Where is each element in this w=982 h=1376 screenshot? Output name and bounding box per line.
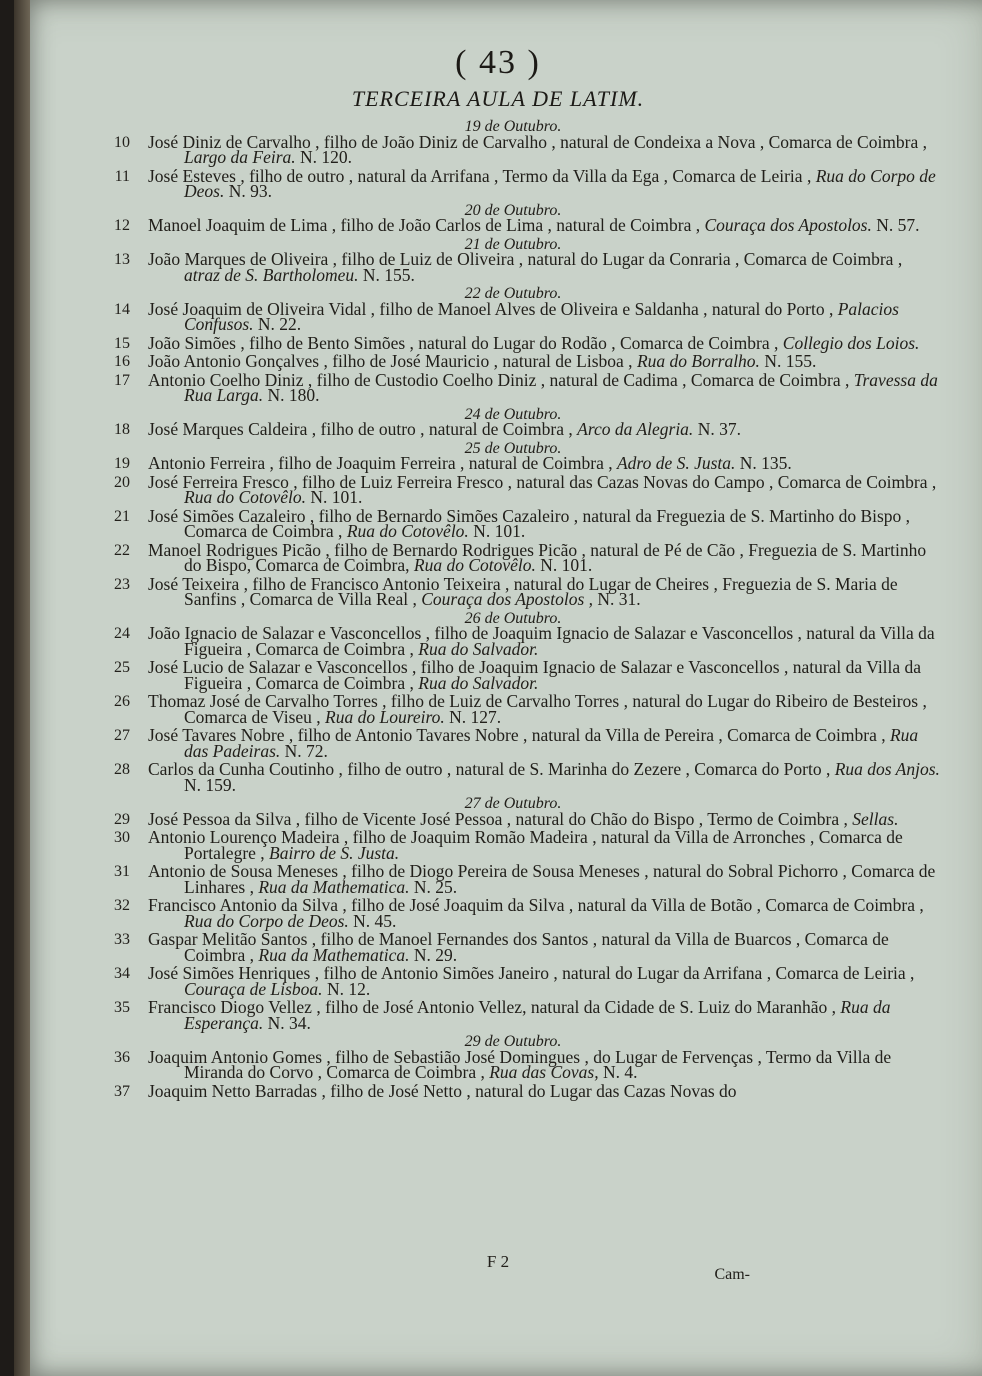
entry-main-text: Antonio de Sousa Meneses , filho de Diogo Pereira de Sousa Meneses , natural do Sobral Pichorro , Comarca de Linhares , (148, 861, 936, 897)
entry-text (144, 657, 942, 693)
register-entry (114, 861, 942, 897)
entry-main-text: Francisco Antonio da Silva , filho de José Joaquim da Silva , natural da Villa de Botão , Comarca de Coimbra , (148, 895, 924, 915)
entry-text (144, 997, 942, 1033)
entry-address: Couraça dos Apostolos. (704, 215, 872, 235)
entry-house-number: N. 155. (362, 264, 415, 285)
entry-number: 18 (114, 421, 130, 438)
entry-address: atraz de S. Bartholomeu. (184, 264, 359, 285)
entry-address: Largo da Feira. (184, 147, 296, 167)
entry-main-text: José Simões Henriques , filho de Antonio Simões Janeiro , natural do Lugar da Arrifana , Comarca de Leiria , (148, 963, 915, 983)
entry-number: 32 (114, 897, 130, 914)
entry-number: 15 (114, 334, 130, 352)
entry-address: Rua do Corpo de Deos. (184, 910, 349, 931)
entry-house-number: N. 4. (602, 1062, 638, 1082)
entry-main-text: João Antonio Gonçalves , filho de José Mauricio , natural de Lisboa , (148, 351, 633, 371)
entry-main-text: Gaspar Melitão Santos , filho de Manoel Fernandes dos Santos , natural da Villa de Buarcos , Comarca de Coimbra , (148, 929, 889, 965)
register-entry (114, 298, 942, 334)
entry-text (144, 1046, 942, 1082)
entry-house-number: N. 57. (876, 215, 920, 235)
entry-text (144, 861, 942, 897)
entry-number: 22 (114, 541, 130, 559)
entry-number: 12 (114, 217, 130, 234)
entry-main-text: José Lucio de Salazar e Vasconcellos , filho de Joaquim Ignacio de Salazar e Vasconcellos , natural da Villa da Figueira , Comarca de Coimbra , (148, 657, 922, 693)
entry-text (144, 929, 942, 965)
entry-number: 24 (114, 625, 130, 642)
register-entry (114, 725, 942, 761)
entry-main-text: Joaquim Antonio Gomes , filho de Sebastião José Domingues , do Lugar de Fervenças , Termo da Villa de Miranda do Corvo , Comarca de Coimbra , (148, 1046, 892, 1082)
entry-number: 34 (114, 965, 130, 982)
entry-number: 26 (114, 693, 130, 710)
entry-number: 33 (114, 931, 130, 948)
entry-main-text: José Simões Cazaleiro , filho de Bernardo Simões Cazaleiro , natural da Freguezia de S. Martinho do Bispo , Comarca de Coimbra , (148, 505, 911, 541)
entry-number: 13 (114, 251, 130, 268)
entry-text (144, 623, 942, 659)
register-entry (114, 471, 942, 507)
entry-number: 23 (114, 575, 130, 593)
entry-text (144, 131, 942, 167)
entry-text (144, 419, 942, 439)
date-heading: 29 de Outubro. (464, 1033, 562, 1050)
entry-address: Rua dos Anjos. (834, 759, 940, 779)
entry-house-number: N. 101. (540, 555, 593, 575)
entry-text (144, 827, 942, 863)
entry-main-text: José Diniz de Carvalho , filho de João Diniz de Carvalho , natural de Condeixa a Nova , Comarca de Coimbra , (148, 131, 928, 152)
entry-text (144, 725, 942, 761)
register-entry (114, 1046, 942, 1082)
entry-main-text: João Ignacio de Salazar e Vasconcellos , filho de Joaquim Ignacio de Salazar e Vasconcellos , natural da Villa da Figueira , Comarca de Coimbra , (148, 623, 935, 659)
register-entry (114, 929, 942, 965)
entry-address: Rua do Borralho. (636, 351, 760, 371)
entry-text (144, 165, 942, 201)
entry-number: 37 (114, 1082, 130, 1100)
entry-house-number: N. 101. (473, 521, 526, 541)
entry-address: Rua da Esperança. (184, 997, 891, 1033)
register-entry (114, 505, 942, 541)
entry-number: 20 (114, 473, 130, 491)
entry-house-number: N. 31. (597, 589, 641, 609)
entry-main-text: João Marques de Oliveira , filho de Luiz de Oliveira , natural do Lugar da Conraria , Comarca de Coimbra , (148, 249, 903, 269)
date-heading: 27 de Outubro. (464, 795, 562, 812)
entry-house-number: N. 93. (228, 181, 272, 201)
entry-text (144, 759, 942, 795)
register-entry (114, 332, 942, 353)
entry-number: 10 (114, 133, 130, 151)
register-entry (114, 249, 942, 285)
register-entry (114, 827, 942, 863)
entry-text (144, 471, 942, 507)
register-entry (114, 997, 942, 1033)
entry-address: Rua do Salvador. (418, 638, 539, 659)
entry-text (144, 895, 942, 931)
entry-address: Bairro de S. Justa. (269, 842, 400, 863)
entry-main-text: José Ferreira Fresco , filho de Luiz Ferreira Fresco , natural das Cazas Novas do Campo , Comarca de Coimbra , (148, 471, 937, 492)
book-page (14, 0, 982, 1376)
entry-house-number: N. 159. (184, 774, 237, 795)
entry-address: Sellas. (852, 808, 899, 829)
date-heading: 19 de Outubro. (464, 118, 562, 135)
entry-text (144, 249, 942, 285)
register-entry (114, 808, 942, 829)
entry-address: Rua das Padeiras. (184, 725, 919, 761)
entry-text (144, 298, 942, 334)
catchword: Cam- (714, 1266, 750, 1283)
entry-number: 21 (114, 507, 130, 525)
entry-main-text: Joaquim Netto Barradas , filho de José Netto , natural do Lugar das Cazas Novas do (148, 1080, 737, 1101)
entry-house-number: N. 22. (257, 314, 302, 334)
date-heading: 20 de Outubro. (464, 201, 562, 219)
register-entry (114, 131, 942, 167)
entry-house-number: N. 25. (413, 876, 458, 897)
entry-text (144, 369, 942, 405)
entry-house-number: N. 120. (300, 147, 353, 167)
entry-text (144, 215, 942, 235)
entry-text (144, 1080, 942, 1101)
register-entry (114, 419, 942, 439)
entry-main-text: João Simões , filho de Bento Simões , natural do Lugar do Rodão , Comarca de Coimbra , (148, 332, 779, 353)
register-entry (114, 759, 942, 795)
entry-number: 29 (114, 810, 130, 828)
entry-number: 30 (114, 829, 130, 846)
entry-text (144, 539, 942, 575)
entry-text (144, 505, 942, 541)
entry-number: 17 (114, 371, 130, 389)
entry-address: Rua do Cotovêlo. (346, 521, 469, 541)
entry-address: Collegio dos Loios. (782, 332, 920, 353)
entry-address: Rua do Cotovêlo. (413, 555, 536, 575)
register-entry (114, 573, 942, 609)
register-entry (114, 369, 942, 405)
entry-address: Couraça dos Apostolos , (421, 589, 594, 609)
register-list (114, 118, 942, 1102)
entry-address: Rua das Covas, (489, 1062, 599, 1082)
entry-number: 27 (114, 727, 130, 744)
entry-main-text: Manoel Rodrigues Picão , filho de Bernardo Rodrigues Picão , natural de Pé de Cão , Freguezia de S. Martinho do Bispo, Comarca de Coimbra, (148, 539, 927, 575)
entry-number: 35 (114, 999, 130, 1016)
entry-text (144, 351, 942, 371)
register-entry (114, 623, 942, 659)
register-entry (114, 453, 942, 473)
entry-number: 25 (114, 659, 130, 676)
entry-number: 11 (114, 167, 130, 185)
entry-address: Rua do Salvador. (418, 672, 539, 693)
entry-house-number: N. 45. (353, 910, 397, 931)
date-heading: 25 de Outubro. (464, 439, 562, 457)
page-number: ( 43 ) (455, 44, 541, 81)
entry-address: Rua da Mathematica. (258, 876, 410, 897)
entry-main-text: Manoel Joaquim de Lima , filho de João Carlos de Lima , natural de Coimbra , (148, 215, 701, 235)
entry-address: Couraça de Lisboa. (184, 978, 323, 999)
entry-number: 19 (114, 455, 130, 472)
date-heading: 24 de Outubro. (464, 405, 562, 423)
entry-main-text: Francisco Diogo Vellez , filho de José Antonio Vellez, natural da Cidade de S. Luiz do Maranhão , (148, 997, 837, 1017)
entry-main-text: José Teixeira , filho de Francisco Antonio Teixeira , natural do Lugar de Cheires , Freguezia de S. Maria de Sanfins , Comarca de Villa Real , (148, 573, 898, 609)
section-title: TERCEIRA AULA DE LATIM. (351, 86, 645, 111)
entry-house-number: N. 127. (449, 706, 502, 727)
entry-text (144, 808, 942, 829)
entry-address: Rua da Mathematica. (258, 944, 410, 965)
register-entry (114, 691, 942, 727)
entry-text (144, 453, 942, 473)
register-entry (114, 539, 942, 575)
entry-number: 16 (114, 353, 130, 370)
entry-house-number: N. 180. (267, 385, 320, 405)
entry-house-number: N. 12. (326, 978, 371, 999)
entry-number: 31 (114, 863, 130, 880)
page-gutter (14, 0, 30, 1376)
entry-main-text: José Marques Caldeira , filho de outro , natural de Coimbra , (148, 419, 573, 439)
entry-house-number: N. 29. (413, 944, 458, 965)
entry-house-number: N. 72. (284, 740, 328, 761)
register-entry (114, 1080, 942, 1101)
entry-house-number: N. 37. (697, 419, 741, 439)
entry-address: Travessa da Rua Larga. (184, 369, 938, 405)
entry-main-text: Thomaz José de Carvalho Torres , filho de Luiz de Carvalho Torres , natural do Lugar do Ribeiro de Besteiros , Comarca de Viseu , (148, 691, 927, 727)
register-entry (114, 351, 942, 371)
entry-text (144, 332, 942, 353)
entry-main-text: Antonio Ferreira , filho de Joaquim Ferreira , natural de Coimbra , (148, 453, 613, 473)
date-heading: 26 de Outubro. (464, 609, 562, 627)
entry-house-number: N. 155. (764, 351, 817, 371)
signature-mark: F 2 (486, 1252, 510, 1271)
entry-house-number: N. 101. (310, 487, 363, 507)
register-entry (114, 657, 942, 693)
entry-address: Rua do Loureiro. (325, 706, 445, 727)
entry-main-text: José Joaquim de Oliveira Vidal , filho de Manoel Alves de Oliveira e Saldanha , natural do Porto , (148, 298, 834, 319)
entry-main-text: Carlos da Cunha Coutinho , filho de outro , natural de S. Marinha do Zezere , Comarca do Porto , (148, 759, 831, 779)
date-heading: 21 de Outubro. (464, 235, 562, 253)
entry-number: 14 (114, 300, 130, 318)
date-heading: 22 de Outubro. (464, 285, 562, 302)
register-entry (114, 963, 942, 999)
entry-address: Rua do Corpo de Deos. (184, 165, 936, 201)
entry-address: Palacios Confusos. (184, 298, 899, 334)
entry-number: 28 (114, 761, 130, 778)
entry-number: 36 (114, 1048, 130, 1066)
entry-main-text: José Esteves , filho de outro , natural da Arrifana , Termo da Villa da Ega , Comarca de Leiria , (148, 165, 812, 186)
entry-main-text: José Tavares Nobre , filho de Antonio Tavares Nobre , natural da Villa de Pereira , Comarca de Coimbra , (148, 725, 886, 745)
entry-text (144, 573, 942, 609)
entry-address: Arco da Alegria. (577, 419, 694, 439)
entry-address: Rua do Cotovêlo. (184, 487, 306, 507)
entry-text (144, 963, 942, 999)
entry-text (144, 691, 942, 727)
register-entry (114, 165, 942, 201)
entry-house-number: N. 135. (739, 453, 792, 473)
entry-house-number: N. 34. (267, 1012, 311, 1033)
register-entry (114, 895, 942, 931)
entry-main-text: José Pessoa da Silva , filho de Vicente José Pessoa , natural do Chão do Bispo , Termo de Coimbra , (148, 808, 848, 829)
entry-main-text: Antonio Coelho Diniz , filho de Custodio Coelho Diniz , natural de Cadima , Comarca de Coimbra , (148, 369, 850, 390)
register-entry (114, 215, 942, 235)
entry-main-text: Antonio Lourenço Madeira , filho de Joaquim Romão Madeira , natural da Villa de Arronches , Comarca de Portalegre , (148, 827, 903, 863)
entry-address: Adro de S. Justa. (616, 453, 736, 473)
